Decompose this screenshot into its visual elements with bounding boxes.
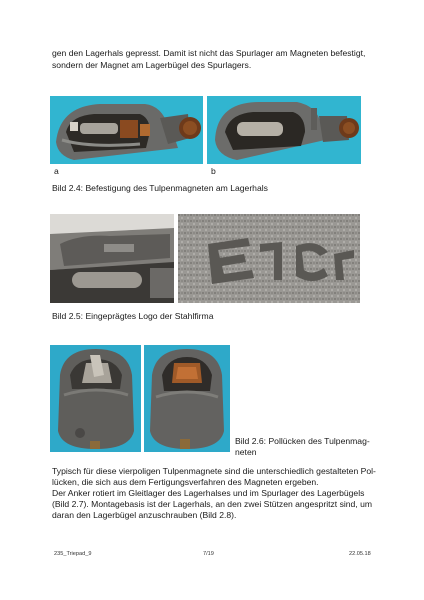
body-line-5: daran den Lagerbügel anzuschrauben (Bild 2.8). <box>52 510 237 520</box>
caption-2-4: Bild 2.4: Befestigung des Tulpenmagneten am Lagerhals <box>52 183 268 193</box>
label-b: b <box>211 166 216 176</box>
intro-line-2: sondern der Magnet am Lagerbügel des Spurlagers. <box>52 60 252 70</box>
body-line-1: Typisch für diese vierpoligen Tulpenmagnete sind die unterschiedlich gestalteten Pol- <box>52 466 376 476</box>
caption-2-5: Bild 2.5: Eingeprägtes Logo der Stahlfirma <box>52 311 214 321</box>
photo-2-5-logo <box>178 214 360 303</box>
label-a: a <box>54 166 59 176</box>
footer-page-number: 7/19 <box>203 551 214 557</box>
photo-2-4a <box>50 96 203 164</box>
caption-2-6-line-1: Bild 2.6: Pollücken des Tulpenmag- <box>235 436 370 446</box>
photo-2-6-right <box>144 345 230 452</box>
footer-date: 22.05.18 <box>349 551 371 557</box>
body-line-4: (Bild 2.7). Montagebasis ist der Lagerhals, an den zwei Stützen angespritzt sind, um <box>52 499 373 509</box>
intro-line-1: gen den Lagerhals gepresst. Damit ist nicht das Spurlager am Magneten befestigt, <box>52 48 366 58</box>
caption-2-6-line-2: neten <box>235 447 257 457</box>
photo-2-6-left <box>50 345 141 452</box>
photo-2-5-left <box>50 214 174 303</box>
photo-2-4b <box>207 96 361 164</box>
body-line-2: lücken, die sich aus dem Fertigungsverfahren des Magneten ergeben. <box>52 477 319 487</box>
footer-left: 235_Triepad_9 <box>54 551 92 557</box>
body-line-3: Der Anker rotiert im Gleitlager des Lagerhalses und im Spurlager des Lagerbügels <box>52 488 365 498</box>
